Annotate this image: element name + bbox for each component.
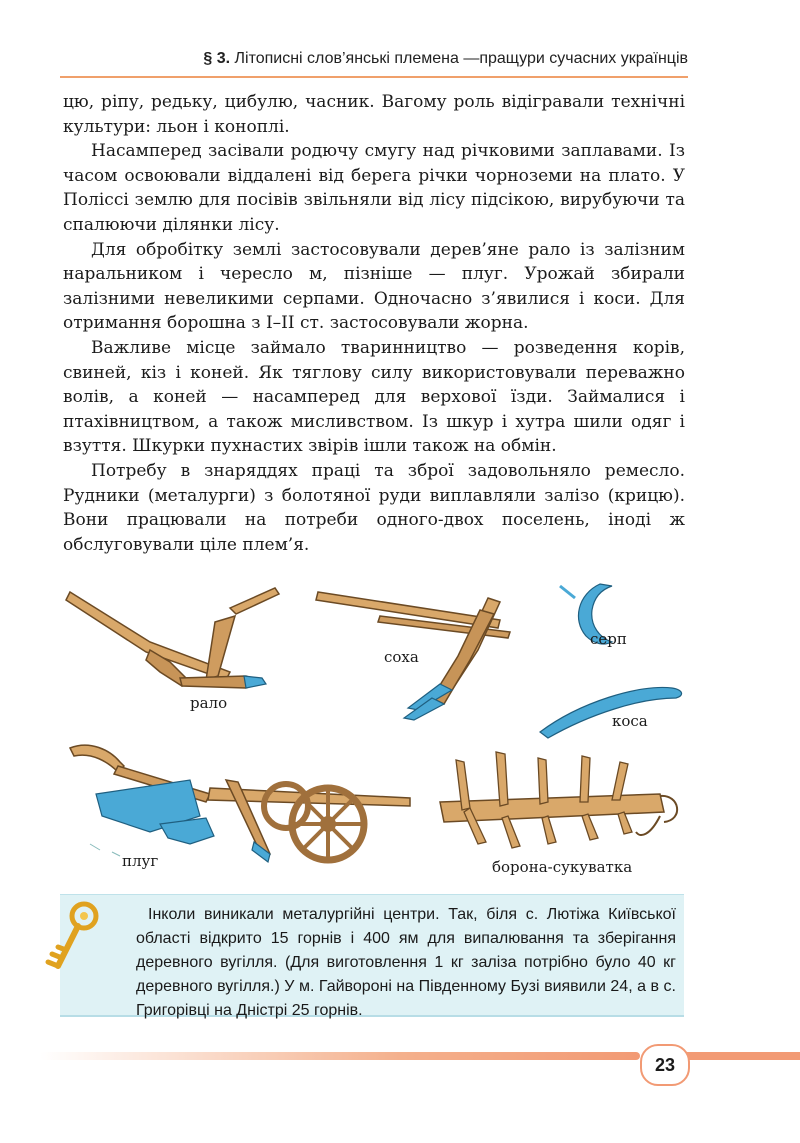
header-divider [60,76,688,78]
section-title: Літописні слов’янські племена —пращури сучасних українців [234,50,688,67]
main-text [63,90,685,557]
caption-serp: серп [590,630,627,648]
borona-drawing [440,752,677,848]
caption-ralo: рало [190,694,228,712]
ralo-drawing [66,588,279,688]
plug-drawing [70,745,410,862]
paragraph: Насамперед засівали родючу смугу над річковими заплавами. Із часом освоювали віддалені від берега річки чорноземи на плато. У Поліссі землю для посівів звільняли від лісу підсікою, вирубуючи та спалюючи ділянки лісу. [63,141,685,235]
paragraph: Для обробітку землі застосовували дерев’яне рало із залізним наральником і чересло м, пізніше — плуг. Урожай збирали залізними невеликими серпами. Одночасно з’явилися і коси. Для отримання борошна з І–ІІ ст. застосовували жорна. [63,239,685,334]
tools-drawing [0,580,800,890]
paragraph: Важливе місце займало тваринництво — розведення корів, свиней, кіз і коней. Як тяглову силу використовували переважно волів, а коней — насамперед для верхової їзди. Займалися і птахівництвом, а також мисливством. Із шкур і хутра шили одяг і взуття. Шкурки пухнастих звірів ішли також на обмін. [63,337,685,457]
tools-illustration [0,580,800,890]
caption-sokha: соха [384,648,419,666]
footer-bar [40,1052,640,1060]
footer-bar-right [686,1052,800,1060]
caption-borona: борона-сукуватка [492,858,633,876]
paragraph: цю, ріпу, редьку, цибулю, часник. Вагому роль відігравали технічні культури: льон і коноплі. [63,92,685,137]
running-header [60,50,688,76]
caption-kosa: коса [612,712,648,730]
caption-plug: плуг [122,852,159,870]
page-number: 23 [640,1044,690,1086]
section-number: § 3. [203,50,231,67]
note-text: Інколи виникали металургійні центри. Так, біля с. Лютіжа Київської області відкрито 15 горнів і 400 ям для випалювання та зберігання деревного вугілля. (Для виготовлення 1 кг заліза потрібно було 40 кг деревного вугілля.) У м. Гайвороні на Південному Бузі виявили 24, а в с. Григорівці на Дністрі 25 горнів. [136,906,676,1019]
kosa-drawing [540,687,682,738]
paragraph: Потребу в знаряддях праці та зброї задовольняло ремесло. Рудники (металурги) з болотяної руди виплавляли залізо (крицю). Вони працювали на потреби одного-двох поселень, іноді ж обслуговували ціле плем’я. [63,460,685,555]
key-icon [40,900,110,980]
